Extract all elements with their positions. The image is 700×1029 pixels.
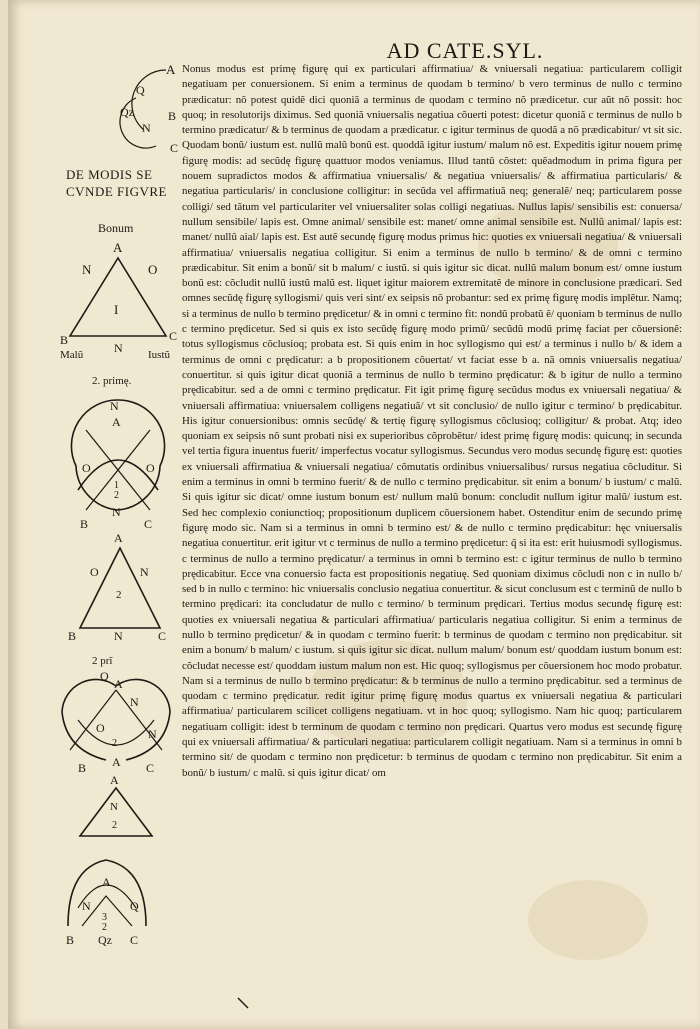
- label-two: 2: [112, 820, 117, 831]
- label-c: C: [144, 517, 153, 531]
- label-two: 2: [116, 589, 122, 601]
- section-heading: DE MODIS SE CVNDE FIGVRE: [66, 167, 167, 199]
- ink-mark: [236, 996, 252, 1010]
- label-two: 2: [112, 738, 117, 749]
- label-qz: Qz: [98, 933, 112, 947]
- label-o-left: O: [82, 461, 91, 475]
- label-n: N: [142, 121, 151, 135]
- label-a: A: [102, 875, 111, 889]
- label-three: 3: [102, 912, 107, 923]
- label-n: N: [140, 565, 149, 579]
- label-b: B: [168, 109, 177, 123]
- diagram-triangle-bonum: [56, 218, 186, 360]
- diagram-bottom: [60, 852, 160, 946]
- label-two: 2: [102, 922, 107, 933]
- label-a: A: [112, 415, 121, 429]
- running-head: AD CATE.SYL.: [386, 38, 544, 63]
- label-n-diag: N: [130, 695, 139, 709]
- label-c: C: [130, 933, 139, 947]
- label-c: C: [158, 629, 167, 643]
- label-o: O: [96, 721, 105, 735]
- label-i: I: [114, 302, 119, 317]
- label-n: N: [110, 801, 118, 813]
- label-q: Q: [136, 83, 145, 97]
- label-o: O: [90, 565, 99, 579]
- label-n-bottom: N: [112, 505, 121, 519]
- outer-arc: [68, 860, 146, 926]
- label-a: A: [114, 677, 123, 691]
- label-bonum: Bonum: [98, 221, 134, 235]
- label-b: B: [80, 517, 89, 531]
- label-b: B: [60, 333, 69, 347]
- body-paragraph: Nonus modus est primę figurę qui ex particulari affirmatiua/ & vniuersali negatiua: particularem colligit negatiuam per conuersionem. Si enim a terminus de quodam b termino/ b vero terminus de nullo c termino prædicatur: nõ potest quidẽ dici quoniã a terminus de quodam c termino nõ prædicetur. cur aũt nõ possit: hoc quoq; in resolutorijs diximus. Sed quoniã vniuersalis negatiua cõuerti potest: dicetur quoniã c terminus de nullo b termino prædicatur/ & b terminus de quodam a prædicatur. c igitur terminus de quodã a nõ prædicabitur/ vt sit sic. Quodam bonũ/ iustum est. nullũ malũ bonũ est. quoddã igitur iustum/ malum nõ est. Expeditis igitur nouem primę figurę modis: ad secũdę figurę quattuor modos veniamus. Illud tantũ cõstet: quẽadmodum in prima figura per nouem supradictos modos & affirmatiua vniuersalis/ & negatiua vniuersalis/ & affirmatiua particularis/ & negatiua particularis/ in conclusione colligitur: in secũda vel affirmatiuã neq; generalẽ/ neq; particularem posse colligi/ sed tãtum vel particulariter vel vniuersaliter solas colligi negatiuas. Nullus lapis/ sensibilis est: conuersa/ nullum sensibile/ lapis est. Omne animal/ sensibile est: manet/ omne animal sensibile est. Nullũ animal/ lapis est: manet/ nullũ aial/ lapis est. Est autẽ secundę figurę modus primus hic: quoties ex vniuersali negatiua/ & vniuersali affirmatiua/ vniuersalis negatiua colligitur. Si enim a terminus de nullo b termino/ & de omni c termino prædicabitur. Sit enim a bonũ/ sit b malum/ c iustũ. si quis igitur sic dicat. nullũ malum bonum est/ omne iustum bonũ est: cõcludit nullũ iustũ malũ est. liquet igitur maiorem extremitatẽ de minore in conclusione prædicari. Sed omnes secũdę figurę syllogismi/ quis veri sint/ ex seipsis nõ probantur: sed ex primę figurę modis implẽtur. Namq; si a terminus de nullo b termino prędicetur/ & in omni c termino fit: nondũ probatũ ẽ/ quoniam b terminus de nullo c termino prędicetur. Sed si quis ex isto secũdę figurę modo primũ/ secũdũ modũ primę faciat per cõuersionẽ: totus syllogismus cõclusioq; probata est. Si quis enim in hoc syllogismo qui est/ a terminus i nullo b/ & idem a terminus de omni c prędicatur: a b propositionem cõuertat/ vt faciat esse b a. nã omnis vniuersalis negatiua/ conuertitur. si quis igitur dicat quoniã a terminus de nullo b termino prędicatur: & b igitur de nullo a termino prędicabitur. sed a de omni c termino prędicatur. Fit igit primę figurę secũdus modus ex vniuersali negatiua/ & vniuersali affirmatiua: vniuersalem colligens negatiuã/ vt sit conclusio/ de nullo igitur c termino/ b prędicabitur. His igitur conuersionibus: omnis secũdę/ & tertię figurę syllogismus cõclusioq; colligitur/ & probat. Atq; ideo quoniam ex seipsis nõ sunt probati nisi ex superioribus cõprobẽtur/ idest primę figurę modis: quicunq; in secunda vel tertia figura inuentus fuerit/ imperfectus vocatur syllogismus. Secundus vero modus secundę figurę est: quoties ex vniuersali affirmatiua & vniuersali negatiua/ cõmutatis ordinibus vniuersalibus/ rursus negatiua cõcluditur. Si enim a terminus in omni b termino fuerit/ & de nullo c termino prędicabitur. sit enim a bonum/ b iustum/ c malũ. Si quis igitur sic dicat/ omne iustum bonum est/ nullum malũ bonum: concludit nullum igitur malũ/ iustum est. Sed hec complexio coniunctioq; propositionum duplicem cõuersionem habet. Ostenditur enim de secundo primę figurę modo sic. Nam si a terminus in omni b termino est/ & de nullo c termino prędicabitur: hęc vniuersalis negatiua conuertitur. erit igitur vt c terminus de nullo a termino prędicetur: q̃ si ita est: erit huiusmodi syllogismus. c terminus de nullo a termino prędicatur/ a terminus in omni b termino est: c igitur terminus de nullo b termino prędicabitur. Ecce vna conuersio facta est propositionis negatiuę. Sed quoniam diximus cõcludi non c in nullo b/ sed b in nullo c termino: hic vniuersalis conclusio negatiua conuertitur. & sicut conclusum est c terminũ de nullo b termino prędicari: ita concludatur de nullo c termino/ b terminum prędicari. Tertius modus secundę figurę est: quoties ex vniuersali negatiua & particulari affirmatiua/ particularis negatiua colligitur. Si enim a terminus de nullo b termino prędicetur/ & in quodam c termino fuerit: b terminus de quodam c termino non prędicabitur. sit enim a bonum/ b malum/ c iustum. si quis igitur sic dicat. nullum malum/ bonum est/ quoddam iustum bonum est: cõcludat necesse est/ quoddam iustum malum non est. Hic quoq; syllogismus per cõuersionem hoc modo probatur. Nam si a terminus de nullo b termino prędicatur: & b terminus de nullo a termino prędicabitur. sed a terminus de quodam c termino prędicatur. redit igitur primę figurę modus quartus ex vniuersali negatiua & particulari affirmatiua/ particularem scilicet colligens negatiuam. vt in hoc quoq; syllogismo. Nam hic quoq; particularem negatiuam colligit: idest b terminum de quodam c termino non prędicari. Quartus vero modus est secundę figurę qui ex vniuersali affirmatiua/ & particulari negatiua: particularem colligit negatiuam. Nam si a terminus in omni b termino sit/ de quodam c termino non prędicetur: b terminus de quodam c termino non prędicabitur. Sit enim a bonũ/ b iustum/ c malũ. si quis igitur dicat/ om: [182, 63, 682, 779]
- left-arc: [71, 400, 118, 510]
- diagram-triangle-second: [68, 530, 178, 642]
- triangle-shape: [80, 548, 160, 628]
- label-n-bottom: N: [114, 629, 123, 643]
- label-a: A: [166, 62, 176, 77]
- body-text: [182, 62, 682, 781]
- label-n-bottom: N: [114, 341, 123, 355]
- label-c: C: [169, 329, 178, 343]
- label-a-bottom: A: [112, 755, 121, 769]
- diagram-second-prime-b: [56, 650, 176, 776]
- label-iustum: Iustũ: [148, 349, 170, 361]
- left-arc: [62, 712, 106, 760]
- label-a: A: [114, 531, 123, 545]
- label-o-right: O: [146, 461, 155, 475]
- label-q: Q: [100, 669, 109, 683]
- label-b: B: [66, 933, 75, 947]
- label-two: 2: [114, 490, 119, 501]
- label-one: 1: [114, 480, 119, 491]
- label-n-top: N: [110, 399, 119, 413]
- label-a: A: [113, 240, 123, 255]
- label-a: A: [110, 773, 119, 787]
- label-o: O: [148, 262, 158, 277]
- diagram-ninth-mode: [104, 58, 186, 156]
- right-arc: [118, 400, 165, 510]
- paper-stain: [528, 880, 648, 960]
- label-n: N: [82, 899, 91, 913]
- diagram-second-prime: [58, 370, 178, 532]
- label-n: N: [82, 262, 92, 277]
- label-q: Q: [130, 899, 139, 913]
- label-c: C: [170, 141, 179, 155]
- label-c: C: [146, 761, 155, 775]
- label-qz: Qz: [120, 105, 134, 119]
- label-title: 2 prĩ: [92, 655, 113, 667]
- label-b: B: [78, 761, 87, 775]
- diagram-small-triangle: [72, 772, 162, 842]
- label-b: B: [68, 629, 77, 643]
- label-n-right: N: [148, 727, 157, 741]
- label-title: 2. primę.: [92, 375, 132, 387]
- label-malum: Malũ: [60, 349, 84, 361]
